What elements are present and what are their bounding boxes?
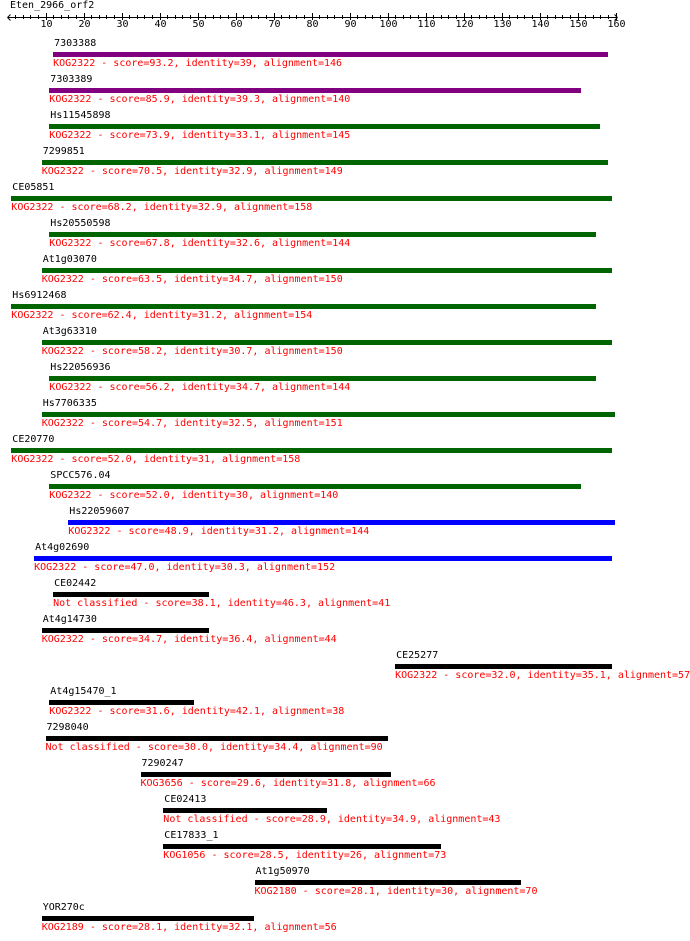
hit-alignment-bar[interactable] <box>255 880 521 885</box>
ruler-tick-label: 160 <box>607 19 626 30</box>
hit-name[interactable]: Hs6912468 <box>12 290 67 301</box>
hit-alignment-bar[interactable] <box>49 376 596 381</box>
hit-description: KOG2322 - score=93.2, identity=39, alignment=146 <box>53 58 343 69</box>
hit-name[interactable]: At4g02690 <box>35 542 90 553</box>
ruler-tick-label: 20 <box>78 19 91 30</box>
hit-name[interactable]: CE17833_1 <box>164 830 219 841</box>
hit-alignment-bar[interactable] <box>163 844 440 849</box>
hit-description: KOG2322 - score=68.2, identity=32.9, alignment=158 <box>11 202 313 213</box>
hit-name[interactable]: Hs11545898 <box>50 110 111 121</box>
hit-description: Not classified - score=30.0, identity=34.4, alignment=90 <box>45 742 383 753</box>
hit-alignment-bar[interactable] <box>11 196 611 201</box>
hit-name[interactable]: Hs7706335 <box>42 398 97 409</box>
hit-name[interactable]: 7303388 <box>54 38 97 49</box>
hit-name[interactable]: YOR270c <box>42 902 85 913</box>
hit-alignment-bar[interactable] <box>42 340 612 345</box>
ruler-tick-label: 70 <box>268 19 281 30</box>
hit-description: KOG2322 - score=56.2, identity=34.7, alignment=144 <box>49 382 351 393</box>
hit-description: KOG2322 - score=32.0, identity=35.1, alignment=57 <box>395 670 690 681</box>
ruler-tick-label: 60 <box>230 19 243 30</box>
ruler-tick-label: 10 <box>40 19 53 30</box>
hit-alignment-bar[interactable] <box>42 628 209 633</box>
hit-alignment-bar[interactable] <box>11 304 596 309</box>
hit-name[interactable]: At4g14730 <box>42 614 97 625</box>
hit-name[interactable]: 7303389 <box>50 74 93 85</box>
hit-name[interactable]: CE02413 <box>164 794 207 805</box>
hit-name[interactable]: At3g63310 <box>42 326 97 337</box>
hit-alignment-bar[interactable] <box>53 52 608 57</box>
hit-description: KOG2322 - score=63.5, identity=34.7, alignment=150 <box>41 274 343 285</box>
hit-alignment-bar[interactable] <box>42 412 616 417</box>
hit-name[interactable]: 7299851 <box>42 146 85 157</box>
hit-name[interactable]: CE05851 <box>12 182 55 193</box>
hit-description: KOG3656 - score=29.6, identity=31.8, alignment=66 <box>140 778 436 789</box>
hit-alignment-bar[interactable] <box>49 124 600 129</box>
hit-description: KOG2322 - score=52.0, identity=31, alignment=158 <box>11 454 301 465</box>
ruler-tick-label: 130 <box>493 19 512 30</box>
hit-description: KOG2322 - score=85.9, identity=39.3, alignment=140 <box>49 94 351 105</box>
ruler-tick-label: 150 <box>569 19 588 30</box>
hit-alignment-bar[interactable] <box>49 232 596 237</box>
hit-name[interactable]: SPCC576.04 <box>50 470 111 481</box>
hit-description: KOG1056 - score=28.5, identity=26, alignment=73 <box>163 850 447 861</box>
hit-name[interactable]: Hs22059607 <box>69 506 130 517</box>
hit-description: KOG2322 - score=54.7, identity=32.5, alignment=151 <box>41 418 343 429</box>
hit-description: KOG2322 - score=67.8, identity=32.6, alignment=144 <box>49 238 351 249</box>
hit-alignment-bar[interactable] <box>53 592 209 597</box>
hit-description: KOG2322 - score=52.0, identity=30, alignment=140 <box>49 490 339 501</box>
hit-description: KOG2322 - score=70.5, identity=32.9, alignment=149 <box>41 166 343 177</box>
hit-alignment-bar[interactable] <box>34 556 612 561</box>
hit-description: KOG2189 - score=28.1, identity=32.1, alignment=56 <box>41 922 337 933</box>
hit-alignment-bar[interactable] <box>163 808 326 813</box>
hit-alignment-bar[interactable] <box>42 268 612 273</box>
hit-name[interactable]: CE02442 <box>54 578 97 589</box>
hit-alignment-bar[interactable] <box>42 916 255 921</box>
hit-alignment-bar[interactable] <box>11 448 611 453</box>
hit-alignment-bar[interactable] <box>49 700 193 705</box>
hit-alignment-bar[interactable] <box>49 88 581 93</box>
hit-name[interactable]: 7298040 <box>46 722 89 733</box>
hit-description: Not classified - score=38.1, identity=46.3, alignment=41 <box>53 598 391 609</box>
hit-alignment-bar[interactable] <box>395 664 612 669</box>
ruler-tick-label: 40 <box>154 19 167 30</box>
ruler-tick-label: 50 <box>192 19 205 30</box>
hit-alignment-bar[interactable] <box>68 520 615 525</box>
hit-description: KOG2180 - score=28.1, identity=30, alignment=70 <box>254 886 538 897</box>
hit-alignment-bar[interactable] <box>42 160 608 165</box>
query-title: Eten_2966_orf2 <box>10 0 95 11</box>
hit-alignment-bar[interactable] <box>141 772 392 777</box>
ruler-tick-label: 30 <box>116 19 129 30</box>
hit-description: KOG2322 - score=34.7, identity=36.4, alignment=44 <box>41 634 337 645</box>
hit-alignment-bar[interactable] <box>49 484 581 489</box>
hit-description: KOG2322 - score=58.2, identity=30.7, alignment=150 <box>41 346 343 357</box>
hit-description: KOG2322 - score=31.6, identity=42.1, alignment=38 <box>49 706 345 717</box>
hit-name[interactable]: CE25277 <box>396 650 439 661</box>
ruler-tick-label: 120 <box>455 19 474 30</box>
ruler-tick-label: 100 <box>379 19 398 30</box>
hit-name[interactable]: At1g50970 <box>255 866 310 877</box>
hit-name[interactable]: Hs22056936 <box>50 362 111 373</box>
hit-alignment-bar[interactable] <box>46 736 388 741</box>
ruler-tick-label: 80 <box>306 19 319 30</box>
hit-description: KOG2322 - score=48.9, identity=31.2, alignment=144 <box>68 526 370 537</box>
hit-description: Not classified - score=28.9, identity=34.9, alignment=43 <box>163 814 501 825</box>
ruler-tick-label: 140 <box>531 19 550 30</box>
ruler-tick-label: 110 <box>417 19 436 30</box>
hit-name[interactable]: At4g15470_1 <box>50 686 117 697</box>
ruler-tick-label: 90 <box>344 19 357 30</box>
hit-name[interactable]: At1g03070 <box>42 254 97 265</box>
hit-description: KOG2322 - score=47.0, identity=30.3, alignment=152 <box>34 562 336 573</box>
hit-name[interactable]: 7290247 <box>141 758 184 769</box>
hit-name[interactable]: Hs20550598 <box>50 218 111 229</box>
hit-description: KOG2322 - score=73.9, identity=33.1, alignment=145 <box>49 130 351 141</box>
hit-name[interactable]: CE20770 <box>12 434 55 445</box>
hit-description: KOG2322 - score=62.4, identity=31.2, alignment=154 <box>11 310 313 321</box>
